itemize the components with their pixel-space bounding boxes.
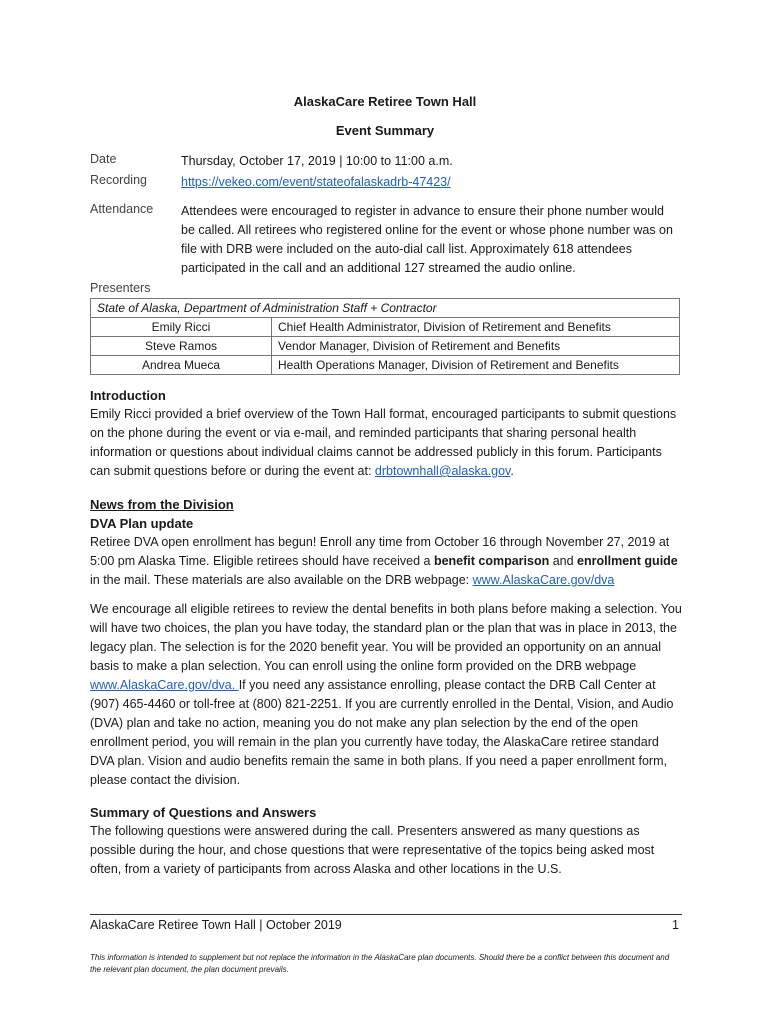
presenters-label: Presenters [90, 281, 151, 295]
dva-text: If you need any assistance enrolling, please contact the DRB Call Center at (907) 465-4460 or toll-free at (800) 821-2251. If you are currently enrolled in the Dental, Vision, and Audio (DVA) plan and take no action, meaning you do not make any plan selection by the end of the open enrollment period, you will remain in the plan you currently have today, the AlaskaCare retiree standard DVA plan. Vision and audio benefits remain the same in both plans. If you need a paper enrollment form, please contact the division. [90, 678, 674, 787]
introduction-end: . [510, 464, 514, 478]
recording-link[interactable]: https://vekeo.com/event/stateofalaskadrb-47423/ [181, 175, 451, 189]
dva-text: Retiree DVA open enrollment has begun! Enroll any time from October 16 through November 27, 2019 at 5:00 pm Alaska Time. Eligible retirees should have received a [90, 535, 670, 568]
dva-paragraph-1 [90, 533, 682, 590]
footer-divider [90, 914, 682, 915]
page-number: 1 [672, 918, 679, 932]
introduction-paragraph [90, 405, 682, 481]
table-row [91, 318, 680, 337]
attendance-value: Attendees were encouraged to register in advance to ensure their phone number would be called. All retirees who registered online for the event or whose phone number was on file with DRB were included on the auto-dial call list. Approximately 618 attendees participated in the call and an additional 127 streamed the audio online. [181, 204, 673, 275]
email-link[interactable]: drbtownhall@alaska.gov [374, 464, 511, 478]
introduction-heading: Introduction [90, 388, 166, 403]
news-heading: News from the Division [90, 497, 234, 512]
dva-link-2[interactable]: www.AlaskaCare.gov/dva. [90, 678, 239, 692]
summary-section [90, 803, 682, 879]
summary-heading: Summary of Questions and Answers [90, 805, 317, 820]
introduction-text: Emily Ricci provided a brief overview of the Town Hall format, encouraged participants to submit questions on the phone during the event or via e-mail, and reminded participants that sharing personal health information or questions about individual claims cannot be addressed publicly in this forum. Participants can submit questions before or during the event at: [90, 407, 677, 478]
dva-link[interactable]: www.AlaskaCare.gov/dva [472, 573, 615, 587]
dva-text: in the mail. These materials are also available on the DRB webpage: [90, 573, 473, 587]
attendance-label: Attendance [90, 202, 154, 216]
table-row [91, 337, 680, 356]
presenter-name: Emily Ricci [91, 318, 272, 337]
enrollment-guide-text: enrollment guide [577, 554, 678, 568]
dva-subheading: DVA Plan update [90, 516, 194, 531]
table-row [91, 356, 680, 375]
date-label: Date [90, 152, 117, 166]
dva-text: We encourage all eligible retirees to review the dental benefits in both plans before making a selection. You will have two choices, the plan you have today, the standard plan or the plan that was in place in 2013, the legacy plan. The selection is for the 2020 benefit year. You will be provided an opportunity on an annual basis to make a plan selection. You can enroll using the online form provided on the DRB webpage [90, 602, 682, 673]
summary-paragraph: The following questions were answered during the call. Presenters answered as many questions as possible during the hour, and chose questions that were representative of the topics being asked most often, from a variety of participants from across Alaska and other locations in the U.S. [90, 824, 655, 876]
presenter-role: Health Operations Manager, Division of Retirement and Benefits [272, 356, 680, 375]
presenter-role: Vendor Manager, Division of Retirement and Benefits [272, 337, 680, 356]
dva-paragraph-2 [90, 600, 682, 790]
document-title: AlaskaCare Retiree Town Hall [293, 94, 477, 109]
footer-title: AlaskaCare Retiree Town Hall | October 2019 [90, 918, 342, 932]
benefit-comparison-text: benefit comparison [433, 554, 550, 568]
presenters-table [90, 298, 680, 375]
dva-text: and [549, 554, 578, 568]
footer-disclaimer: This information is intended to supplement but not replace the information in the AlaskaCare plan documents. Should there be a conflict between this document and the relevant plan document, the plan document prevails. [90, 953, 670, 974]
presenter-name: Andrea Mueca [91, 356, 272, 375]
date-value: Thursday, October 17, 2019 | 10:00 to 11:00 a.m. [181, 154, 453, 168]
presenter-name: Steve Ramos [91, 337, 272, 356]
introduction-section [90, 386, 682, 481]
news-section [90, 495, 682, 790]
presenter-role: Chief Health Administrator, Division of Retirement and Benefits [272, 318, 680, 337]
presenters-caption: State of Alaska, Department of Administration Staff + Contractor [91, 299, 680, 318]
table-caption-row [91, 299, 680, 318]
recording-label: Recording [90, 173, 147, 187]
document-subtitle: Event Summary [335, 123, 435, 138]
